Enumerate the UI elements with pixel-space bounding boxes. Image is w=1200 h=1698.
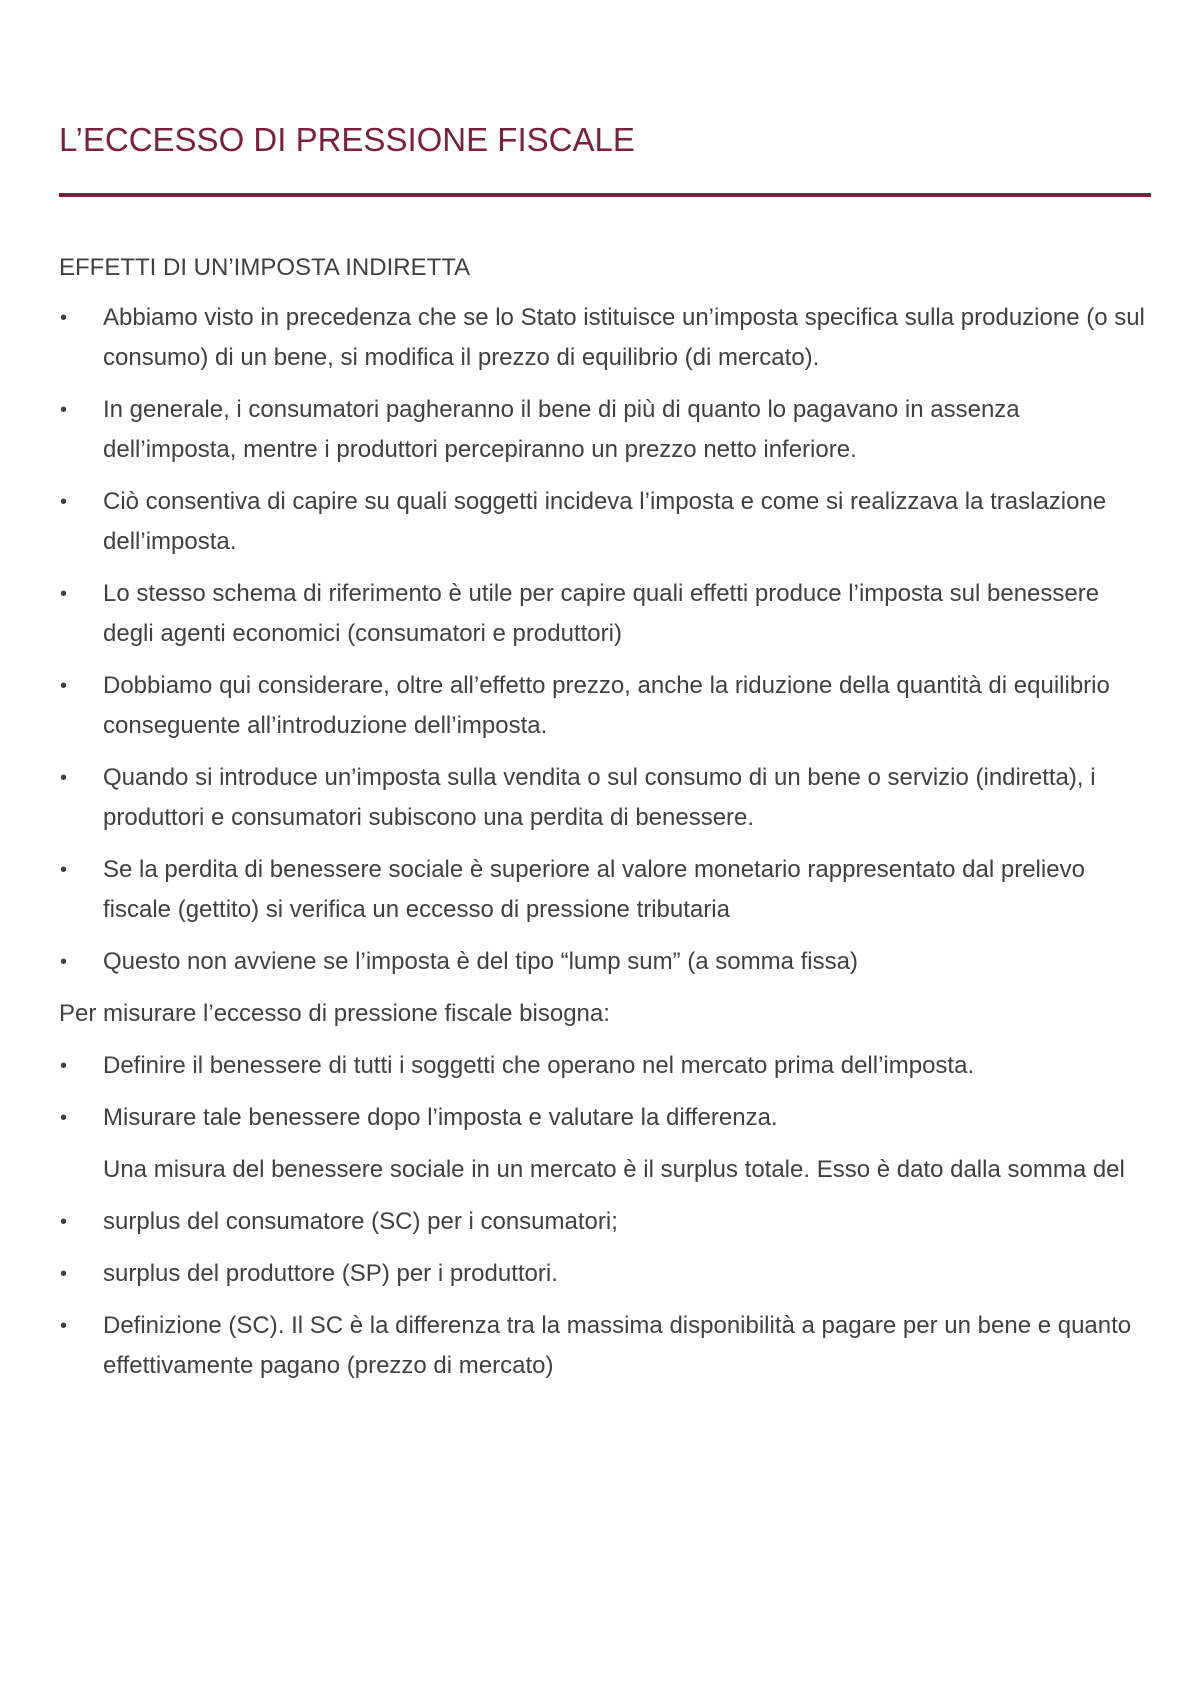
list-item [59, 482, 1151, 562]
bullet-icon: • [60, 491, 68, 513]
document-body [59, 250, 1151, 1398]
list-item-text: Lo stesso schema di riferimento è utile per capire quali effetti produce l’imposta sul benessere degli agenti economici (consumatori e produttori) [103, 580, 1100, 647]
list-item [59, 1306, 1151, 1386]
bullet-list-effects [59, 298, 1151, 982]
list-item [59, 574, 1151, 654]
list-item [59, 666, 1151, 746]
list-item [59, 942, 1151, 982]
bullet-list-surplus [59, 1202, 1151, 1386]
list-item [59, 1098, 1151, 1138]
list-item-text: Ciò consentiva di capire su quali soggetti incideva l’imposta e come si realizzava la traslazione dell’imposta. [103, 488, 1107, 555]
list-item-text: Dobbiamo qui considerare, oltre all’effetto prezzo, anche la riduzione della quantità di equilibrio conseguente all’introduzione dell’imposta. [103, 672, 1110, 739]
list-item [59, 298, 1151, 378]
indented-paragraph: Una misura del benessere sociale in un mercato è il surplus totale. Esso è dato dalla somma del [103, 1156, 1125, 1183]
title-divider [59, 193, 1151, 197]
list-item-text: Questo non avviene se l’imposta è del tipo “lump sum” (a somma fissa) [103, 948, 858, 975]
bullet-icon: • [60, 1107, 68, 1129]
bullet-icon: • [60, 399, 68, 421]
list-item [59, 758, 1151, 838]
bullet-list-steps [59, 1046, 1151, 1138]
bullet-icon: • [60, 1211, 68, 1233]
list-item-text: Definizione (SC). Il SC è la differenza tra la massima disponibilità a pagare per un bene e quanto effettivamente pagano (prezzo di mercato) [103, 1312, 1132, 1379]
list-item-text: Quando si introduce un’imposta sulla vendita o sul consumo di un bene o servizio (indiretta), i produttori e consumatori subiscono una perdita di benessere. [103, 764, 1096, 831]
list-item [59, 1202, 1151, 1242]
list-item-text: Abbiamo visto in precedenza che se lo Stato istituisce un’imposta specifica sulla produzione (o sul consumo) di un bene, si modifica il prezzo di equilibrio (di mercato). [103, 304, 1145, 371]
bullet-icon: • [60, 307, 68, 329]
page-title: L’ECCESSO DI PRESSIONE FISCALE [59, 121, 635, 158]
bullet-icon: • [60, 1055, 68, 1077]
bullet-icon: • [60, 583, 68, 605]
section-heading: EFFETTI DI UN’IMPOSTA INDIRETTA [59, 254, 471, 281]
bullet-icon: • [60, 675, 68, 697]
bullet-icon: • [60, 1315, 68, 1337]
bullet-icon: • [60, 951, 68, 973]
bullet-icon: • [60, 767, 68, 789]
list-item-text: In generale, i consumatori pagheranno il bene di più di quanto lo pagavano in assenza dell’imposta, mentre i produttori percepiranno un prezzo netto inferiore. [103, 396, 1020, 463]
list-item-text: Definire il benessere di tutti i soggetti che operano nel mercato prima dell’imposta. [103, 1052, 975, 1079]
list-item-text: surplus del produttore (SP) per i produttori. [103, 1260, 558, 1287]
body-paragraph: Per misurare l’eccesso di pressione fiscale bisogna: [59, 1000, 610, 1027]
list-item-text: Misurare tale benessere dopo l’imposta e valutare la differenza. [103, 1104, 778, 1131]
list-item [59, 850, 1151, 930]
bullet-icon: • [60, 1263, 68, 1285]
list-item [59, 1254, 1151, 1294]
list-item-text: Se la perdita di benessere sociale è superiore al valore monetario rappresentato dal prelievo fiscale (gettito) si verifica un eccesso di pressione tributaria [103, 856, 1085, 923]
list-item-text: surplus del consumatore (SC) per i consumatori; [103, 1208, 618, 1235]
list-item [59, 1046, 1151, 1086]
list-item [59, 390, 1151, 470]
bullet-icon: • [60, 859, 68, 881]
